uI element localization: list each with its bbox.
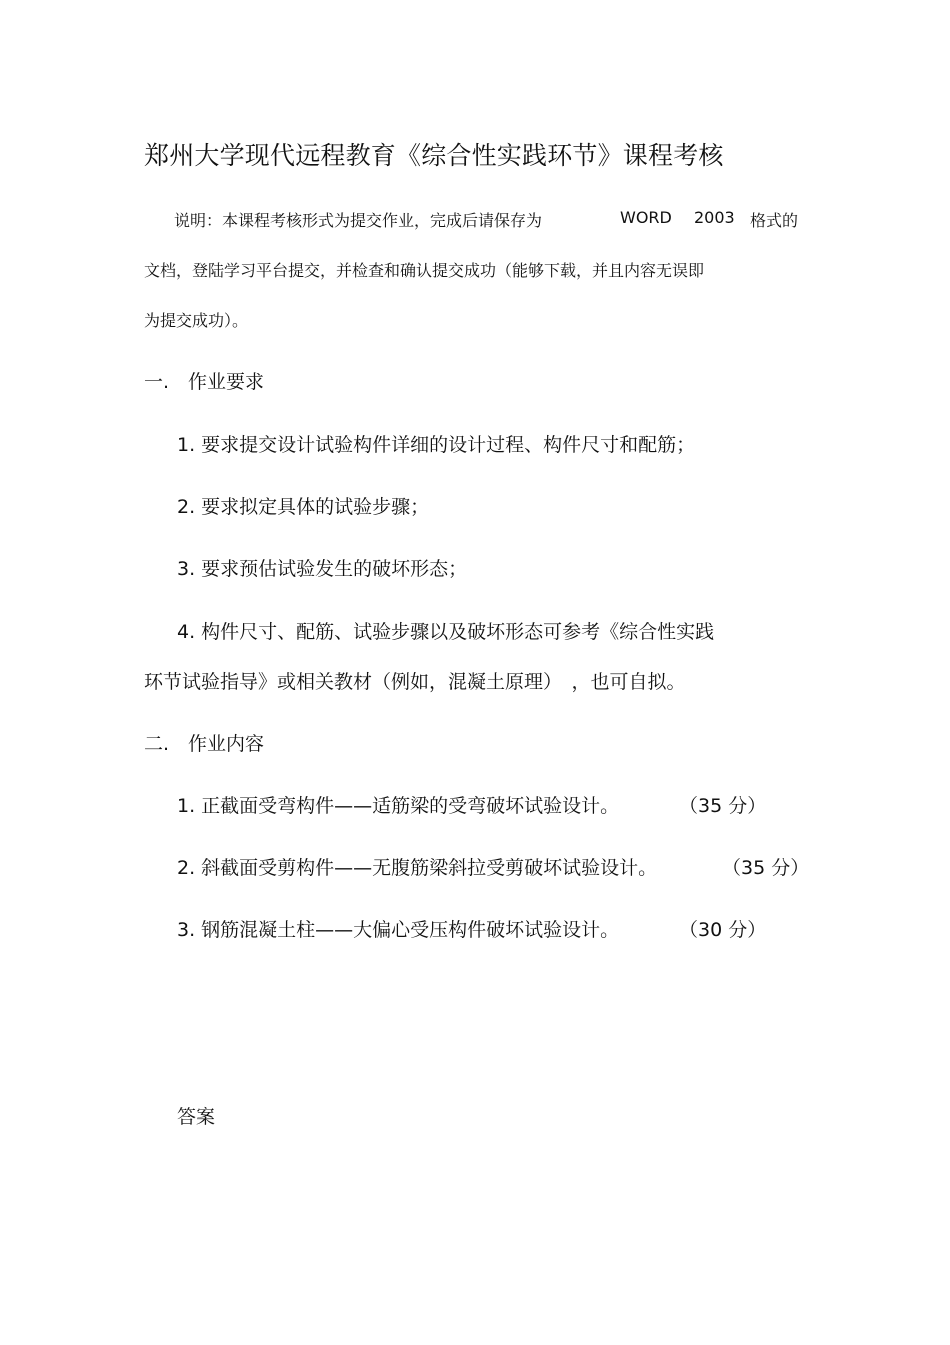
task-item-1-score: （35 分） <box>679 795 767 817</box>
note-word-version: 2003 <box>694 208 735 227</box>
requirement-item-2: 2. 要求拟定具体的试验步骤； <box>177 496 430 518</box>
document-title: 郑州大学现代远程教育《综合性实践环节》课程考核 <box>144 141 724 170</box>
section-2-heading <box>144 729 264 756</box>
requirement-item-1: 1. 要求提交设计试验构件详细的设计过程、构件尺寸和配筋； <box>177 434 696 456</box>
section-1-number: 一. <box>144 371 170 393</box>
section-2-title: 作业内容 <box>188 733 265 755</box>
task-item-1 <box>177 791 767 818</box>
note-line-1-text: 说明：本课程考核形式为提交作业，完成后请保存为 <box>174 211 543 230</box>
section-1-title: 作业要求 <box>188 371 265 393</box>
section-2-number: 二. <box>144 733 170 755</box>
requirement-item-4-continuation: 环节试验指导》或相关教材（例如，混凝土原理） ，也可自拟。 <box>144 671 686 693</box>
answer-label: 答案 <box>177 1106 216 1128</box>
task-item-1-text: 1. 正截面受弯构件——适筋梁的受弯破坏试验设计。 <box>177 795 620 817</box>
note-word-format: WORD <box>620 208 672 227</box>
note-line-1 <box>174 208 799 231</box>
requirement-item-3: 3. 要求预估试验发生的破坏形态； <box>177 558 468 580</box>
task-item-3 <box>177 915 767 942</box>
task-item-3-text: 3. 钢筋混凝土柱——大偏心受压构件破坏试验设计。 <box>177 919 620 941</box>
note-line-2: 文档，登陆学习平台提交，并检查和确认提交成功（能够下载，并且内容无误即 <box>144 261 705 280</box>
requirement-item-4: 4. 构件尺寸、配筋、试验步骤以及破坏形态可参考《综合性实践 <box>177 621 715 643</box>
note-line-3: 为提交成功）。 <box>144 311 249 330</box>
note-line-1-tail: 格式的 <box>750 211 799 230</box>
section-1-heading <box>144 367 264 394</box>
task-item-2-text: 2. 斜截面受剪构件——无腹筋梁斜拉受剪破坏试验设计。 <box>177 857 658 879</box>
task-item-2-score: （35 分） <box>722 857 810 879</box>
task-item-3-score: （30 分） <box>679 919 767 941</box>
task-item-2 <box>177 853 810 880</box>
